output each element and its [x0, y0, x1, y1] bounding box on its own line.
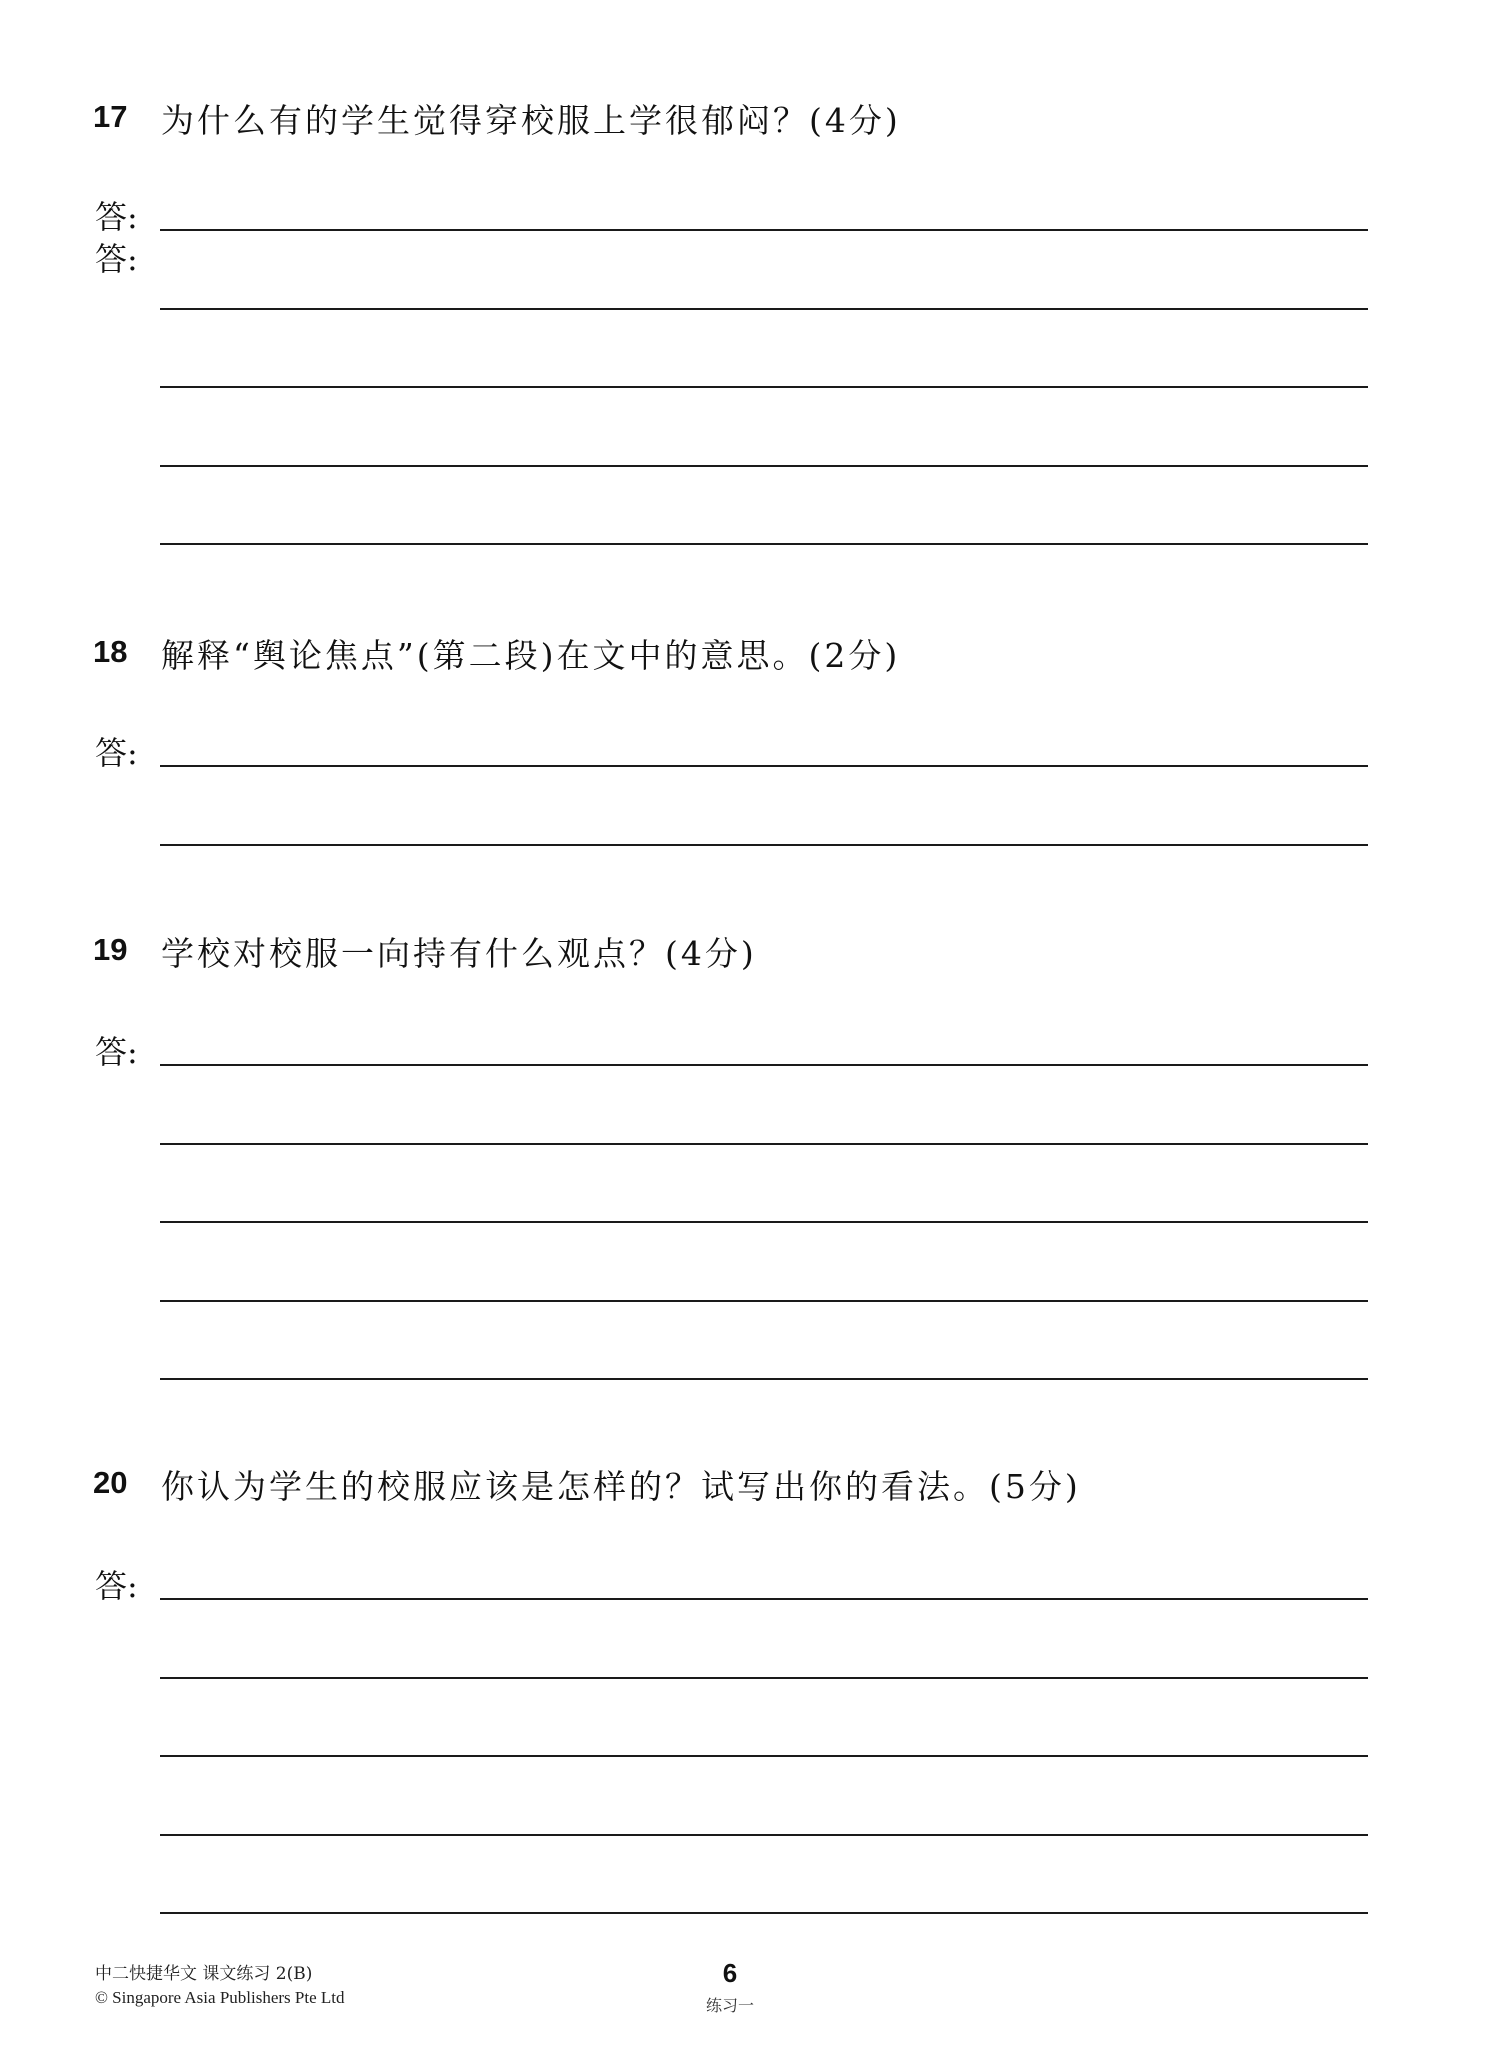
answer-line[interactable]	[160, 1221, 1368, 1223]
question-text: 为什么有的学生觉得穿校服上学很郁闷？(4分)	[161, 101, 901, 140]
question-19	[93, 928, 1373, 978]
answer-label-18: 答:	[95, 734, 138, 772]
answer-line[interactable]	[160, 1834, 1368, 1836]
answer-line[interactable]	[160, 308, 1368, 310]
answer-line[interactable]	[160, 1143, 1368, 1145]
answer-line[interactable]	[160, 1755, 1368, 1757]
answer-line[interactable]	[160, 229, 1368, 231]
answer-line[interactable]	[160, 844, 1368, 846]
answer-line[interactable]	[160, 386, 1368, 388]
book-title: 中二快捷华文 课文练习 2(B)	[95, 1964, 313, 1984]
answer-line[interactable]	[160, 1677, 1368, 1679]
answer-label-19: 答:	[95, 1033, 138, 1071]
copyright-notice: © Singapore Asia Publishers Pte Ltd	[95, 1988, 345, 2007]
question-prompt	[93, 928, 1373, 978]
answer-line[interactable]	[160, 1064, 1368, 1066]
question-text: 你认为学生的校服应该是怎样的？试写出你的看法。(5分)	[161, 1467, 1081, 1506]
answer-line[interactable]	[160, 1300, 1368, 1302]
answer-line[interactable]	[160, 465, 1368, 467]
footer-publication-info	[95, 1962, 345, 2010]
answer-line[interactable]	[160, 543, 1368, 545]
question-20	[93, 1461, 1373, 1511]
question-prompt	[93, 95, 1373, 145]
answer-line[interactable]	[160, 1598, 1368, 1600]
answer-line[interactable]	[160, 765, 1368, 767]
answer-line[interactable]	[160, 1912, 1368, 1914]
answer-label-17: 答:	[95, 198, 138, 236]
question-text: 学校对校服一向持有什么观点？(4分)	[161, 934, 757, 973]
question-text: 解释“舆论焦点”(第二段)在文中的意思。(2分)	[161, 636, 901, 675]
question-17	[93, 95, 1373, 282]
answer-label-20: 答:	[95, 1567, 138, 1605]
question-prompt	[93, 630, 1373, 680]
page-number: 6	[722, 1958, 738, 1988]
section-label: 练习一	[705, 1996, 754, 2015]
footer-page-info	[700, 1958, 760, 2016]
answer-line[interactable]	[160, 1378, 1368, 1380]
answer-label: 答:	[95, 240, 138, 278]
question-18	[93, 630, 1373, 680]
question-number: 18	[93, 634, 128, 669]
question-number: 20	[93, 1465, 128, 1500]
question-number: 17	[93, 99, 128, 134]
question-prompt	[93, 1461, 1373, 1511]
question-number: 19	[93, 932, 128, 967]
